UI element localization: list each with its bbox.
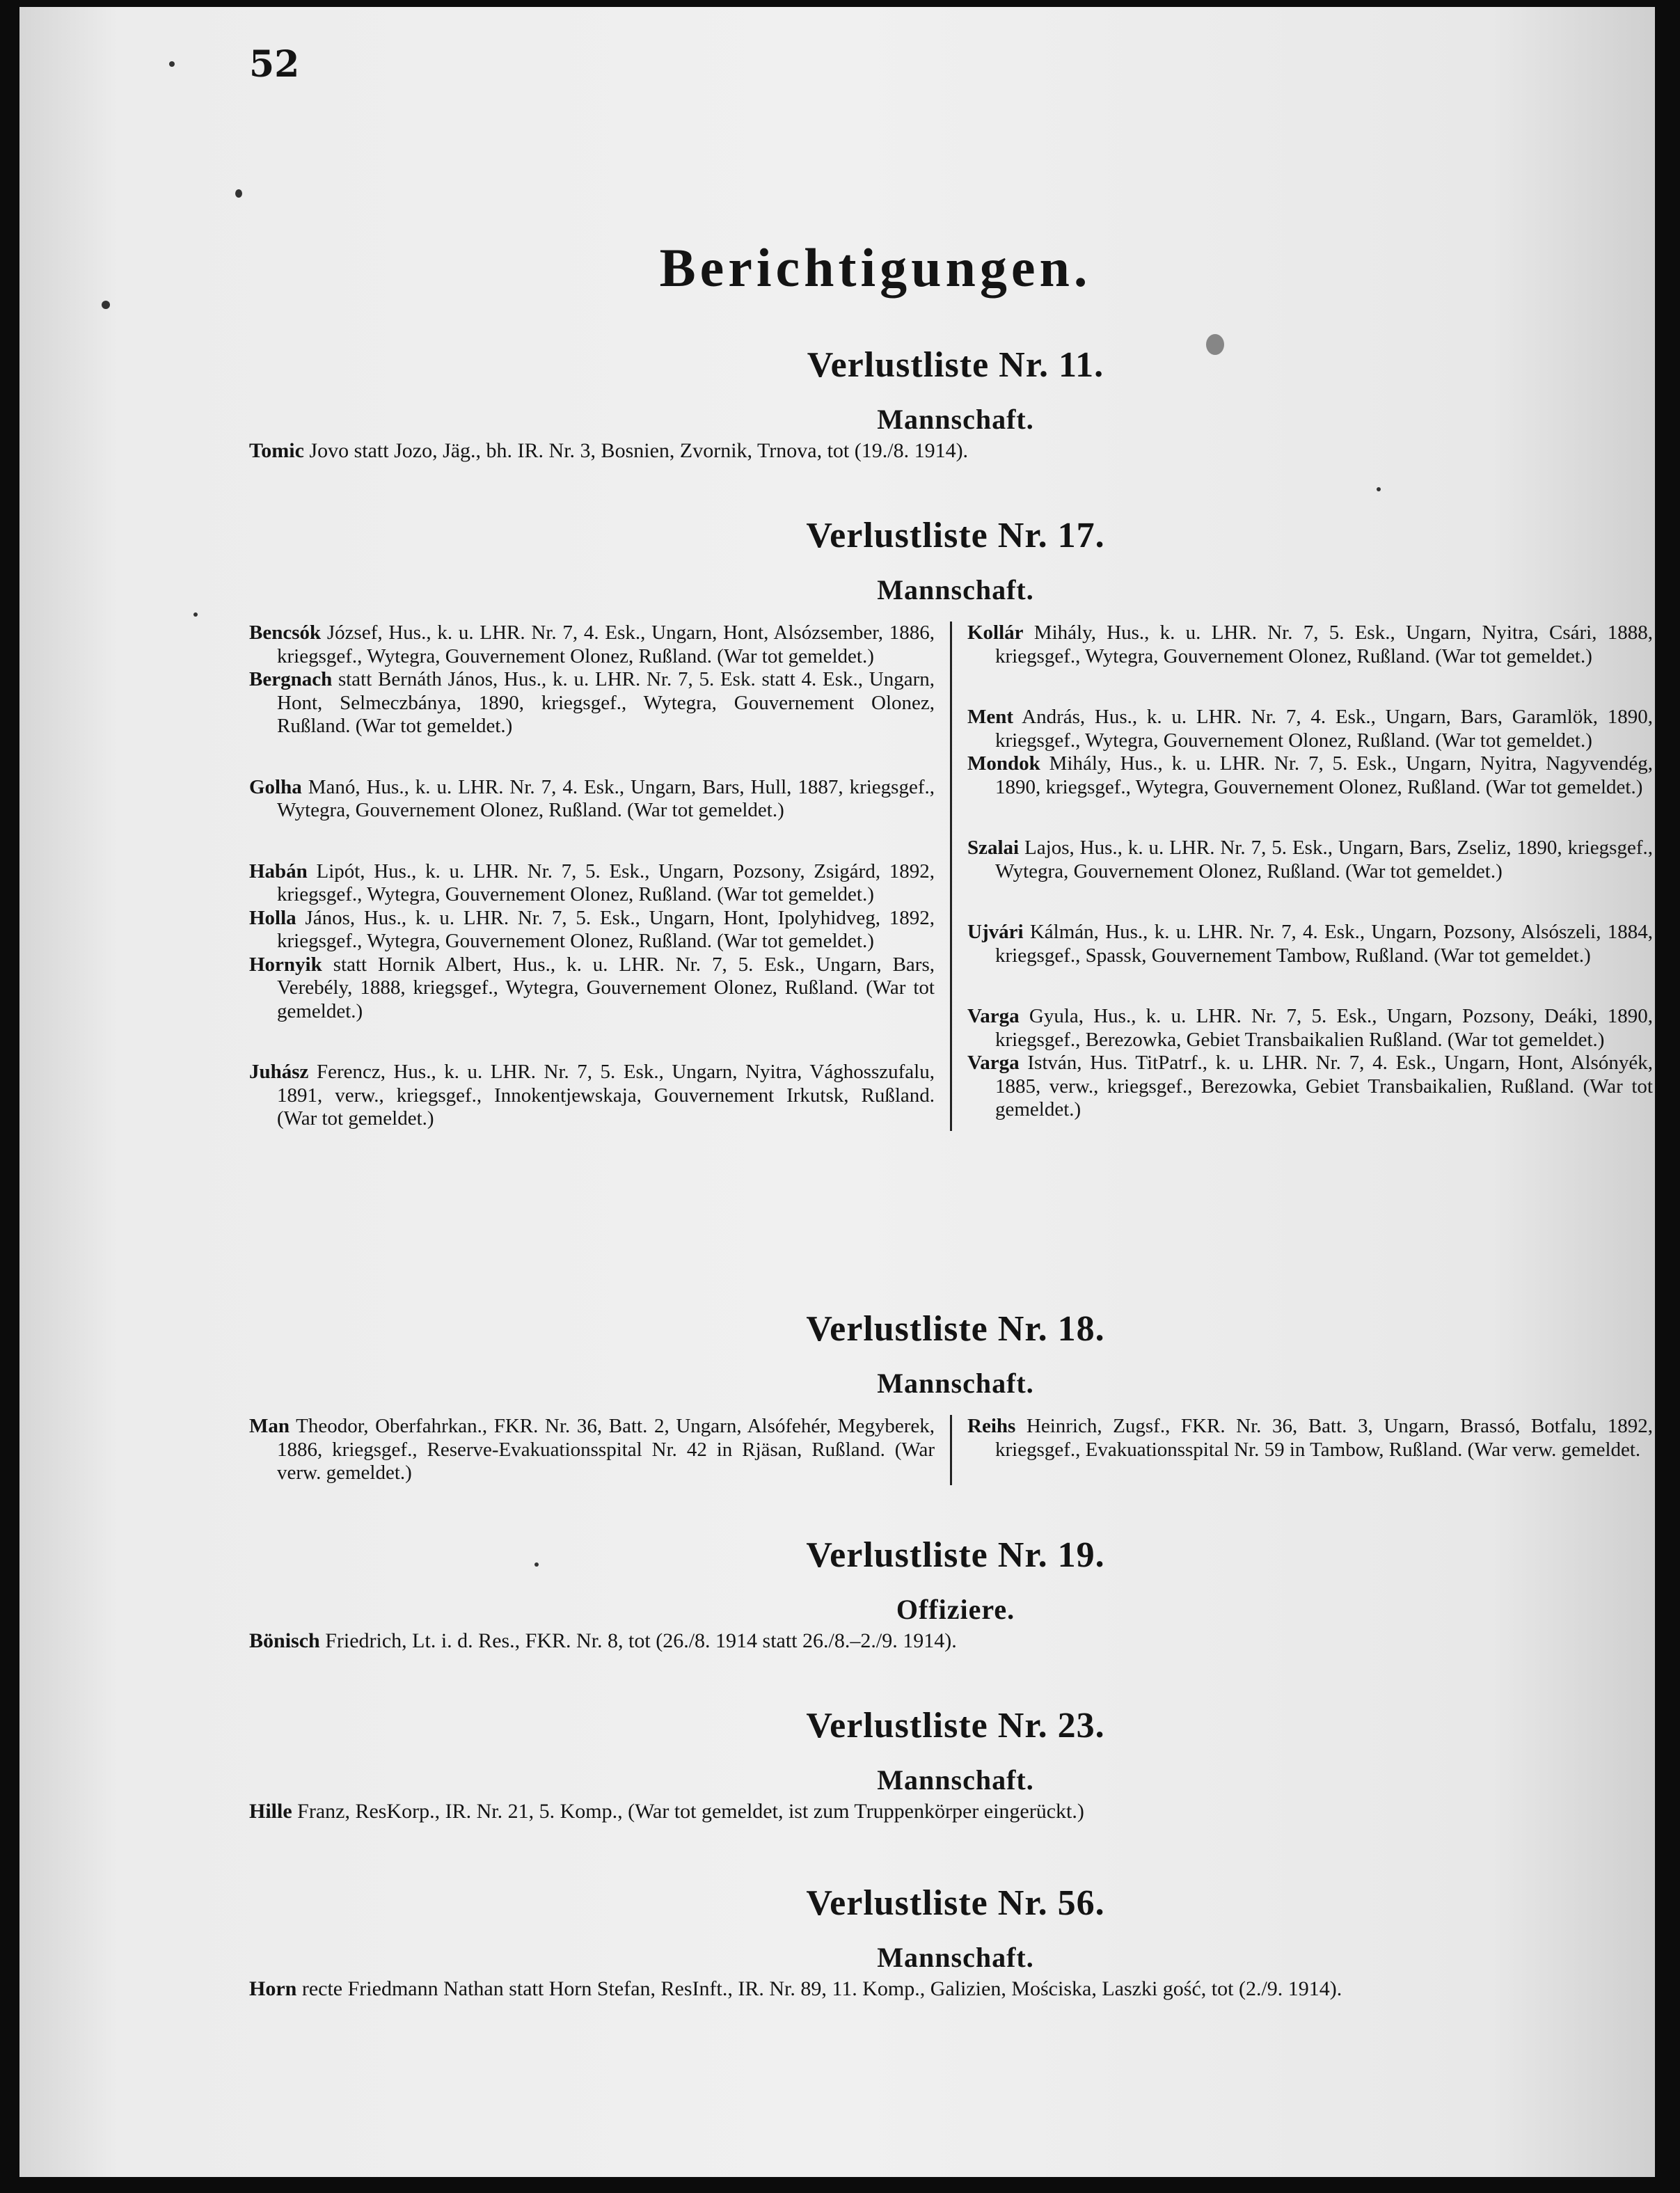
list-item <box>249 1415 935 1485</box>
entry-name: Horn <box>249 1977 297 2000</box>
entry-text: statt Hornik Albert, Hus., k. u. LHR. Nr. 7, 5. Esk., Ungarn, Bars, Verebély, 1888, kriegsgef., Wytegra, Gouvernement Olonez, Rußland. (War tot gemeldet.) <box>277 953 935 1022</box>
entry-name: Bergnach <box>249 668 333 690</box>
list-item <box>249 1629 1655 1654</box>
entry-name: Bencsók <box>249 622 322 644</box>
entry-text: János, Hus., k. u. LHR. Nr. 7, 5. Esk., Ungarn, Hont, Ipolyhidveg, 1892, kriegsgef., Wytegra, Gouvernement Olonez, Rußland. (War tot gemeldet.) <box>277 906 935 952</box>
scan-speck <box>235 189 242 198</box>
entry-text: Gyula, Hus., k. u. LHR. Nr. 7, 5. Esk., Ungarn, Pozsony, Deáki, 1890, kriegsgef., Berezowka, Gebiet Transbaikalien Rußland. (War tot gemeldet.) <box>995 1005 1653 1051</box>
section-subtitle: Mannschaft. <box>877 1764 1034 1796</box>
entry-name: Hille <box>249 1800 292 1823</box>
list-item <box>249 622 935 668</box>
entry-text: István, Hus. TitPatrf., k. u. LHR. Nr. 7, 4. Esk., Ungarn, Hont, Alsónyék, 1885, verw., kriegsgef., Berezowka, Gebiet Transbaikalien, Rußland. (War tot gemeldet.) <box>995 1052 1653 1121</box>
entry-name: Szalai <box>967 837 1020 859</box>
scan-speck <box>534 1562 539 1567</box>
page-number: 52 <box>249 43 300 86</box>
entry-name: Juhász <box>249 1061 309 1083</box>
entry-name: Ujvári <box>967 921 1024 943</box>
section-verlustliste-56 <box>249 1879 1655 2002</box>
left-column <box>249 622 952 1131</box>
entry-name: Tomic <box>249 439 304 462</box>
entry-text: Kálmán, Hus., k. u. LHR. Nr. 7, 4. Esk., Ungarn, Pozsony, Alsószeli, 1884, kriegsgef., Spassk, Gouvernement Tambow, Rußland. (War tot gemeldet.) <box>995 921 1653 967</box>
entry-text: Lajos, Hus., k. u. LHR. Nr. 7, 5. Esk., Ungarn, Bars, Zseliz, 1890, kriegsgef., Wytegra, Gouvernement Olonez, Rußland. (War tot gemeldet.) <box>995 837 1653 882</box>
list-item <box>249 776 935 823</box>
scan-speck <box>1206 334 1224 355</box>
list-item <box>249 668 935 738</box>
entry-text: Franz, ResKorp., IR. Nr. 21, 5. Komp., (War tot gemeldet, ist zum Truppenkörper eingerückt.) <box>292 1800 1084 1823</box>
list-item <box>967 1005 1653 1052</box>
two-column-list <box>249 1415 1655 1485</box>
entry-text: Mihály, Hus., k. u. LHR. Nr. 7, 5. Esk., Ungarn, Nyitra, Nagyvendég, 1890, kriegsgef., Wytegra, Gouvernement Olonez, Rußland. (War tot gemeldet.) <box>995 752 1653 798</box>
entry-text: András, Hus., k. u. LHR. Nr. 7, 4. Esk., Ungarn, Bars, Garamlök, 1890, kriegsgef., Wytegra, Gouvernement Olonez, Rußland. (War tot gemeldet.) <box>995 706 1653 752</box>
list-item <box>967 706 1653 752</box>
scan-speck <box>102 301 110 309</box>
entry-text: Ferencz, Hus., k. u. LHR. Nr. 7, 5. Esk., Ungarn, Nyitra, Vághosszufalu, 1891, verw., kriegsgef., Innokentjewskaja, Gouvernement Irkutsk, Rußland. (War tot gemeldet.) <box>277 1061 935 1130</box>
page-title: Berichtigungen. <box>659 237 1092 298</box>
entry-text: recte Friedmann Nathan statt Horn Stefan, ResInft., IR. Nr. 89, 11. Komp., Galizien, Mościska, Laszki gość, tot (2./9. 1914). <box>296 1977 1342 2000</box>
section-subtitle: Mannschaft. <box>877 1942 1034 1973</box>
entry-name: Reihs <box>967 1415 1016 1437</box>
section-title: Verlustliste Nr. 17. <box>806 516 1105 555</box>
list-item <box>249 953 935 1024</box>
entry-name: Holla <box>249 906 296 929</box>
list-item <box>249 1061 935 1131</box>
entry-name: Hornyik <box>249 953 322 976</box>
entry-name: Varga <box>967 1005 1020 1027</box>
list-item <box>249 907 935 953</box>
entry-text: Lipót, Hus., k. u. LHR. Nr. 7, 5. Esk., Ungarn, Pozsony, Zsigárd, 1892, kriegsgef., Wytegra, Gouvernement Olonez, Rußland. (War tot gemeldet.) <box>277 860 935 905</box>
list-item <box>967 1415 1653 1462</box>
right-column <box>952 622 1653 1131</box>
right-column <box>952 1415 1653 1485</box>
entry-text: József, Hus., k. u. LHR. Nr. 7, 4. Esk., Ungarn, Hont, Alsózsember, 1886, kriegsgef., Wytegra, Gouvernement Olonez, Rußland. (War tot gemeldet.) <box>277 622 935 667</box>
section-verlustliste-23 <box>249 1702 1655 1824</box>
section-title: Verlustliste Nr. 19. <box>806 1535 1105 1575</box>
entry-name: Bönisch <box>249 1629 320 1652</box>
document-page <box>19 7 1655 2177</box>
entry-text: Friedrich, Lt. i. d. Res., FKR. Nr. 8, tot (26./8. 1914 statt 26./8.–2./9. 1914). <box>319 1629 957 1652</box>
list-item <box>249 438 1655 464</box>
section-verlustliste-19 <box>249 1531 1655 1654</box>
entry-name: Mondok <box>967 752 1040 775</box>
entry-text: Heinrich, Zugsf., FKR. Nr. 36, Batt. 3, Ungarn, Brassó, Botfalu, 1892, kriegsgef., Evakuationsspital Nr. 59 in Tambow, Rußland. (War verw. gemeldet. <box>995 1415 1653 1461</box>
section-subtitle: Mannschaft. <box>877 404 1034 435</box>
entry-name: Ment <box>967 706 1014 728</box>
list-item <box>249 1799 1655 1824</box>
scan-speck <box>193 612 198 617</box>
entry-text: Jovo statt Jozo, Jäg., bh. IR. Nr. 3, Bosnien, Zvornik, Trnova, tot (19./8. 1914). <box>303 439 969 462</box>
section-title: Verlustliste Nr. 11. <box>807 345 1104 385</box>
scan-speck <box>1377 487 1381 491</box>
section-verlustliste-18 <box>249 1305 1655 1485</box>
section-title: Verlustliste Nr. 18. <box>806 1309 1105 1349</box>
entry-name: Kollár <box>967 622 1024 644</box>
section-verlustliste-17 <box>249 512 1655 1131</box>
list-item <box>967 622 1653 668</box>
section-subtitle: Mannschaft. <box>877 574 1034 605</box>
entry-name: Man <box>249 1415 290 1437</box>
entry-text: Mihály, Hus., k. u. LHR. Nr. 7, 5. Esk., Ungarn, Nyitra, Csári, 1888, kriegsgef., Wytegra, Gouvernement Olonez, Rußland. (War tot gemeldet.) <box>995 622 1653 667</box>
two-column-list <box>249 622 1655 1131</box>
list-item <box>249 1977 1655 2002</box>
section-verlustliste-11 <box>249 341 1655 464</box>
section-subtitle: Mannschaft. <box>877 1368 1034 1399</box>
entry-name: Varga <box>967 1052 1020 1074</box>
entry-text: statt Bernáth János, Hus., k. u. LHR. Nr. 7, 5. Esk. statt 4. Esk., Ungarn, Hont, Selmeczbánya, 1890, kriegsgef., Wytegra, Gouvernement Olonez, Rußland. (War tot gemeldet.) <box>277 668 935 737</box>
entry-text: Manó, Hus., k. u. LHR. Nr. 7, 4. Esk., Ungarn, Bars, Hull, 1887, kriegsgef., Wytegra, Gouvernement Olonez, Rußland. (War tot gemeldet.) <box>277 775 935 821</box>
entry-text: Theodor, Oberfahrkan., FKR. Nr. 36, Batt. 2, Ungarn, Alsófehér, Megyberek, 1886, kriegsgef., Reserve-Evakuationsspital Nr. 42 in Rjäsan, Rußland. (War verw. gemeldet.) <box>277 1415 935 1484</box>
list-item <box>249 860 935 907</box>
list-item <box>967 921 1653 967</box>
section-title: Verlustliste Nr. 23. <box>806 1706 1105 1745</box>
section-title: Verlustliste Nr. 56. <box>806 1883 1105 1923</box>
scan-speck <box>169 61 175 67</box>
list-item <box>967 1052 1653 1122</box>
left-column <box>249 1415 952 1485</box>
section-subtitle: Offiziere. <box>896 1594 1015 1625</box>
list-item <box>967 752 1653 799</box>
list-item <box>967 837 1653 883</box>
entry-name: Golha <box>249 775 302 798</box>
entry-name: Habán <box>249 860 308 882</box>
